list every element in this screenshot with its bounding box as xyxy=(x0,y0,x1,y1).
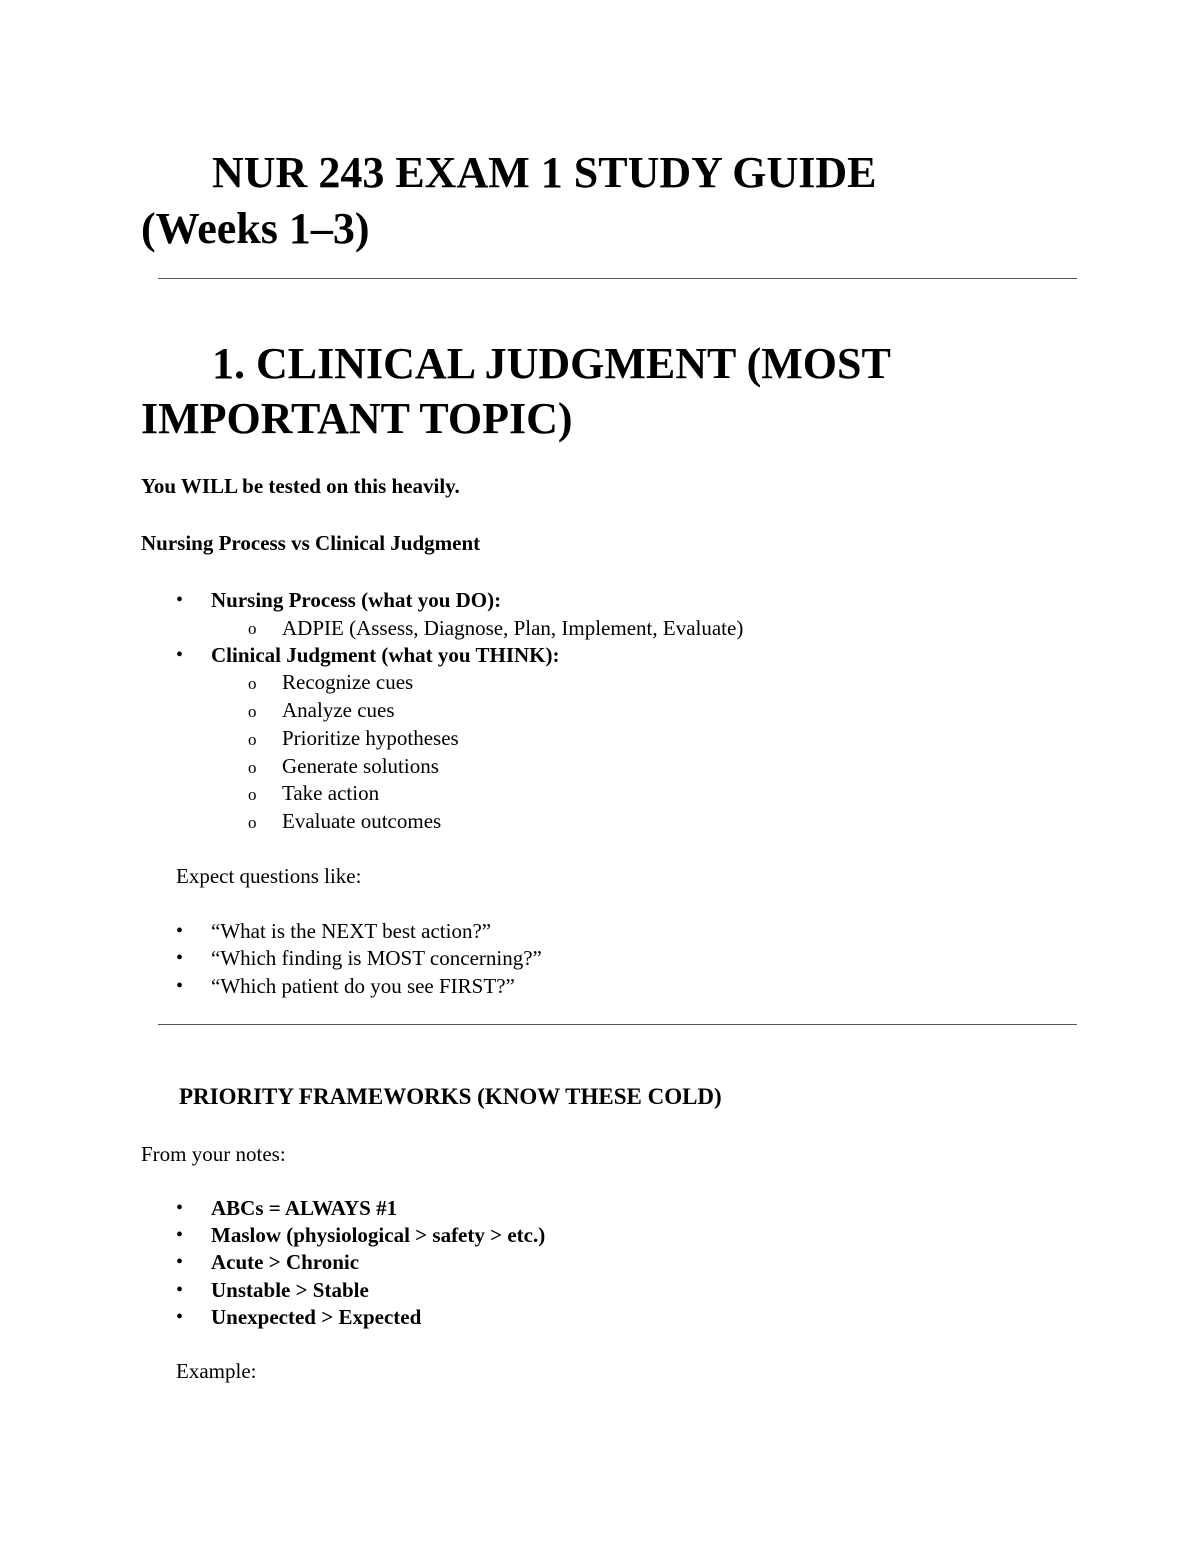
priority-heading: PRIORITY FRAMEWORKS (KNOW THESE COLD) xyxy=(179,1084,722,1109)
document-title-line2: (Weeks 1–3) xyxy=(141,204,370,253)
clinical-judgment-item: Analyze cues xyxy=(282,698,395,722)
sub-bullet-icon: o xyxy=(248,730,257,749)
clinical-judgment-item: Evaluate outcomes xyxy=(282,809,442,833)
bullet-icon: • xyxy=(176,1251,184,1273)
section-heading-line2: IMPORTANT TOPIC) xyxy=(141,394,573,443)
horizontal-rule xyxy=(158,1024,1077,1025)
clinical-judgment-item: Prioritize hypotheses xyxy=(282,726,459,750)
sub-bullet-icon: o xyxy=(248,785,257,804)
clinical-judgment-item: Recognize cues xyxy=(282,670,414,694)
bullet-icon: • xyxy=(176,947,184,969)
sub-bullet-icon: o xyxy=(248,813,257,832)
priority-intro: From your notes: xyxy=(141,1142,286,1166)
bullet-icon: • xyxy=(176,920,184,942)
priority-item: ABCs = ALWAYS #1 xyxy=(211,1196,398,1220)
example-label: Example: xyxy=(176,1359,257,1383)
priority-item: Acute > Chronic xyxy=(211,1250,360,1274)
document-title-line1: NUR 243 EXAM 1 STUDY GUIDE xyxy=(212,148,877,197)
subheading: Nursing Process vs Clinical Judgment xyxy=(141,531,481,555)
sub-bullet-icon: o xyxy=(248,674,257,693)
bullet-icon: • xyxy=(176,975,184,997)
sub-bullet-icon: o xyxy=(248,758,257,777)
question-item: “Which finding is MOST concerning?” xyxy=(211,946,542,970)
expect-questions-label: Expect questions like: xyxy=(176,864,362,888)
horizontal-rule xyxy=(158,278,1077,279)
tested-note: You WILL be tested on this heavily. xyxy=(141,474,460,498)
clinical-judgment-item: Generate solutions xyxy=(282,754,439,778)
bullet-icon: • xyxy=(176,1197,184,1219)
section-heading-line1: 1. CLINICAL JUDGMENT (MOST xyxy=(212,339,891,388)
bullet-icon: • xyxy=(176,1279,184,1301)
bullet-icon: • xyxy=(176,1306,184,1328)
clinical-judgment-item: Take action xyxy=(282,781,380,805)
bullet-icon: • xyxy=(176,1224,184,1246)
question-item: “What is the NEXT best action?” xyxy=(211,919,492,943)
nursing-process-label: Nursing Process (what you DO): xyxy=(211,588,502,612)
priority-item: Unexpected > Expected xyxy=(211,1305,422,1329)
priority-item: Unstable > Stable xyxy=(211,1278,369,1302)
nursing-process-item: ADPIE (Assess, Diagnose, Plan, Implement, Evaluate) xyxy=(282,616,744,640)
priority-item: Maslow (physiological > safety > etc.) xyxy=(211,1223,546,1247)
question-item: “Which patient do you see FIRST?” xyxy=(211,974,515,998)
sub-bullet-icon: o xyxy=(248,702,257,721)
sub-bullet-icon: o xyxy=(248,619,257,638)
bullet-icon: • xyxy=(176,589,184,611)
clinical-judgment-label: Clinical Judgment (what you THINK): xyxy=(211,643,560,667)
bullet-icon: • xyxy=(176,644,184,666)
